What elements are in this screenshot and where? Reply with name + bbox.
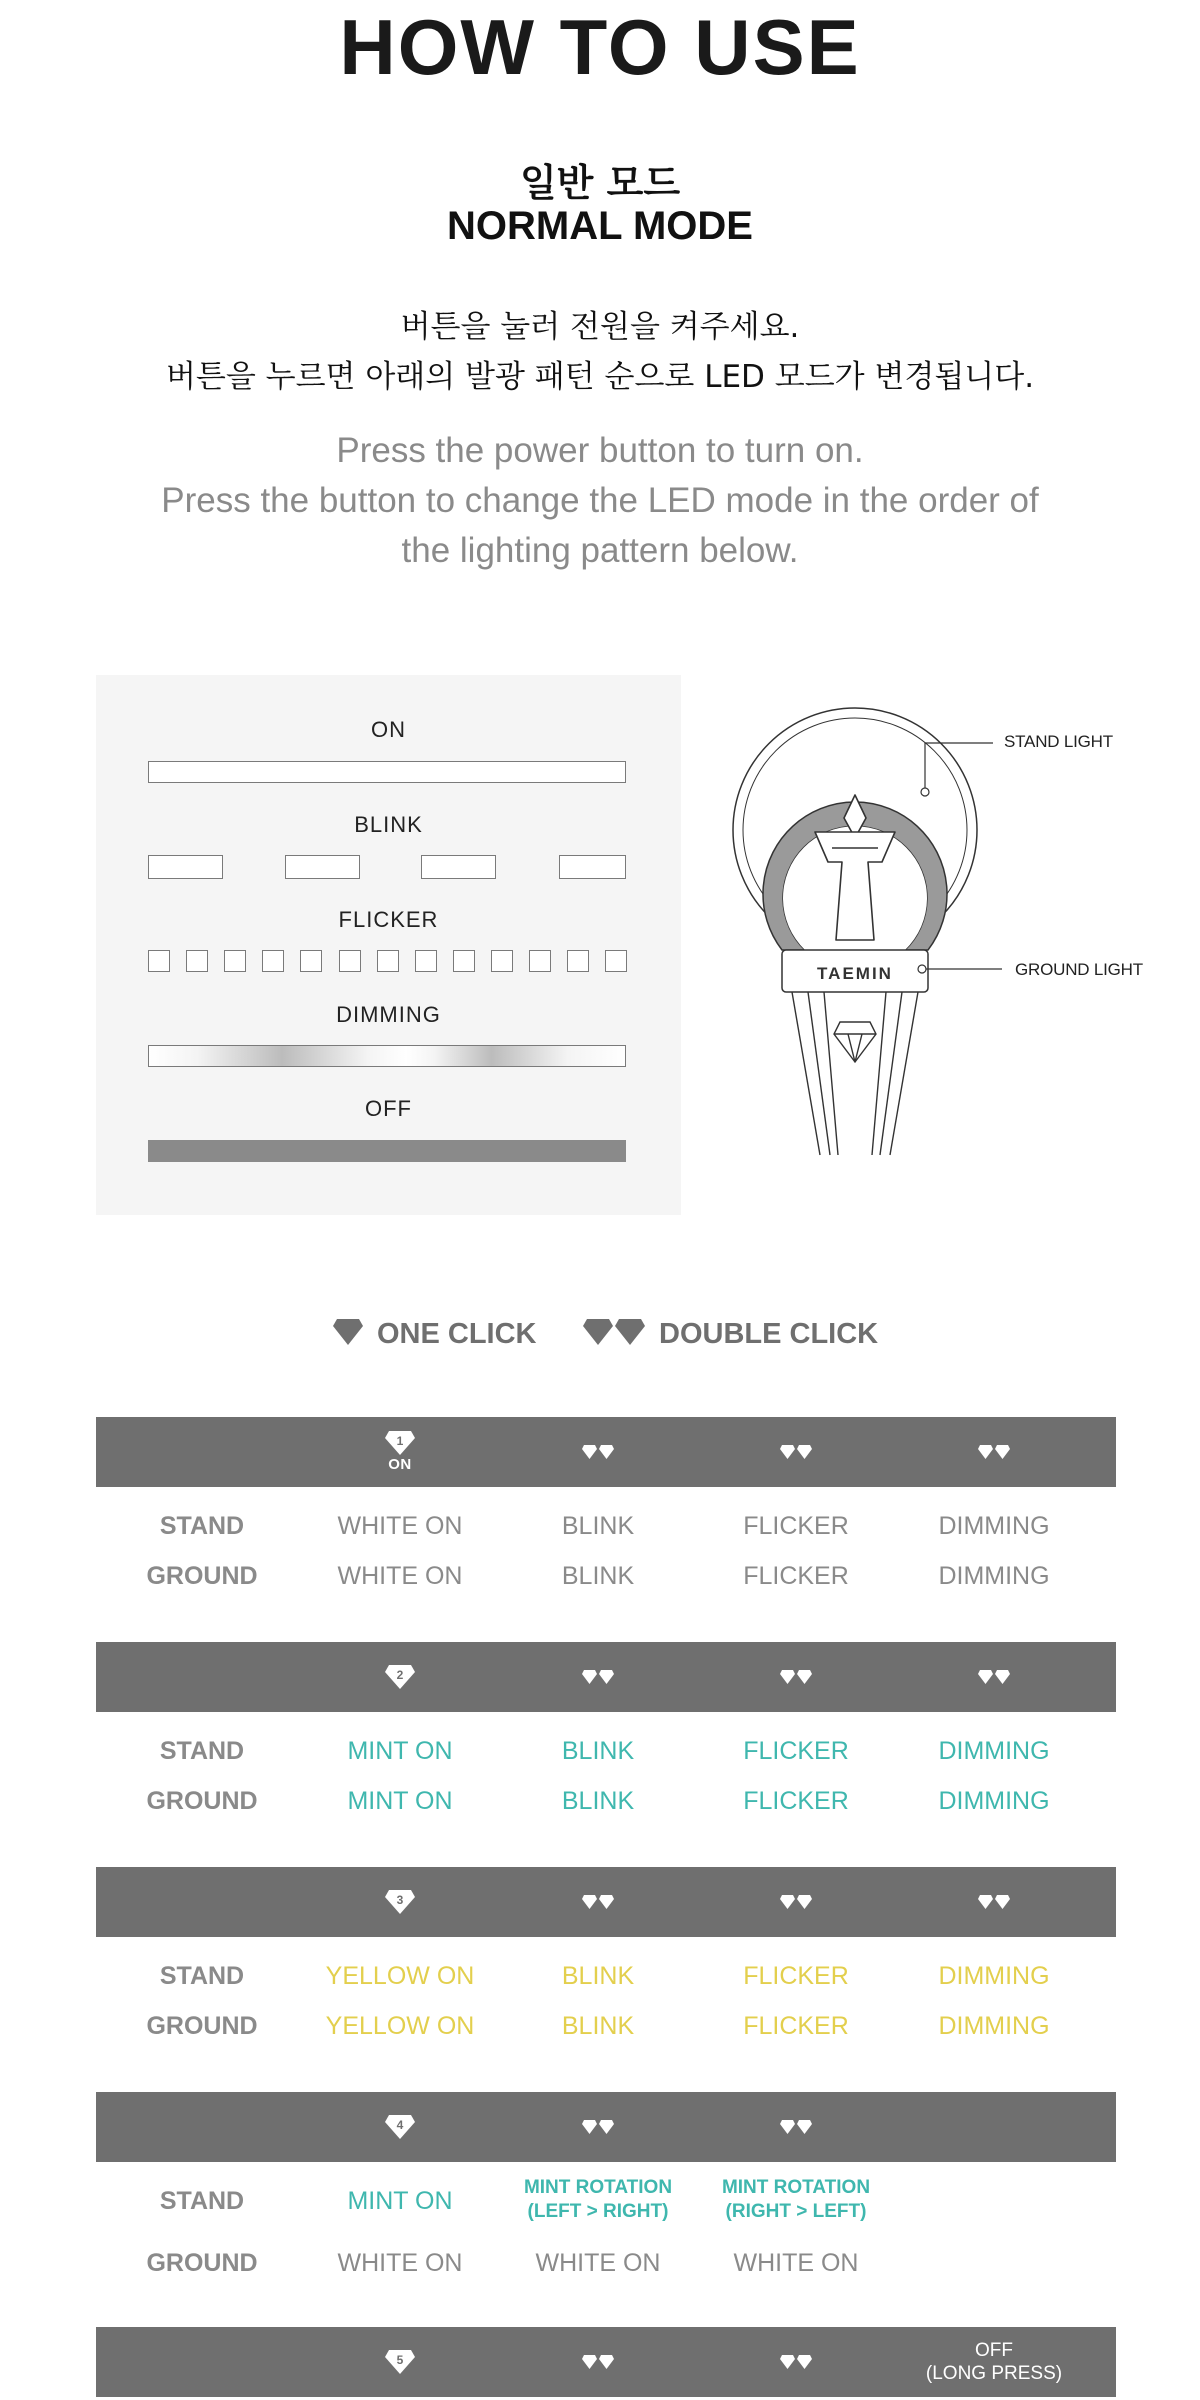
cell-line-sub: (LEFT > RIGHT) — [527, 2201, 669, 2222]
svg-text:4: 4 — [396, 2118, 404, 2132]
number-diamond-icon — [385, 2115, 415, 2139]
row-label-stand: STAND — [159, 2187, 245, 2215]
table-cell: FLICKER — [743, 1962, 849, 1990]
double-click-cell — [498, 1417, 698, 1487]
stand-light-label: STAND LIGHT — [1004, 732, 1113, 751]
step-number-cell — [300, 1642, 500, 1712]
description-en-line-1: Press the power button to turn on. — [336, 431, 864, 470]
double-click-icon — [582, 1895, 614, 1909]
cell-line: MINT ROTATION — [721, 2177, 871, 2198]
step-number-cell — [300, 2327, 500, 2397]
pattern-flicker-box — [377, 950, 399, 972]
table-cell: YELLOW ON — [325, 1962, 475, 1990]
table-1-header — [96, 1417, 1116, 1487]
pattern-flicker-box — [262, 950, 284, 972]
table-cell: WHITE ON — [337, 2249, 463, 2277]
cell-line: MINT ROTATION — [523, 2177, 673, 2198]
pattern-flicker-box — [453, 950, 475, 972]
row-label-stand: STAND — [159, 1512, 245, 1540]
lighting-pattern-panel — [96, 675, 681, 1215]
double-click-icon — [582, 2120, 614, 2134]
svg-text:3: 3 — [396, 1893, 404, 1907]
table-cell: FLICKER — [743, 1737, 849, 1765]
number-diamond-icon — [385, 2350, 415, 2374]
pattern-blink-box — [148, 855, 223, 879]
step-sub-label: ON — [388, 1456, 412, 1473]
table-cell: WHITE ON — [535, 2249, 661, 2277]
double-click-cell — [696, 1867, 896, 1937]
cell-line-sub: (RIGHT > LEFT) — [725, 2201, 867, 2222]
table-cell: BLINK — [561, 2012, 635, 2040]
step-number-cell — [300, 1867, 500, 1937]
pattern-flicker-box — [415, 950, 437, 972]
table-cell: WHITE ON — [733, 2249, 859, 2277]
double-click-icon — [780, 2355, 812, 2369]
pattern-label-on: ON — [371, 717, 406, 742]
table-cell: FLICKER — [743, 1562, 849, 1590]
pattern-flicker-box — [300, 950, 322, 972]
pattern-flicker-box — [529, 950, 551, 972]
one-click-diamond-icon — [333, 1319, 363, 1350]
pattern-on-bar — [148, 761, 626, 783]
row-label-ground: GROUND — [146, 2249, 258, 2277]
legend-double-click — [583, 1318, 878, 1351]
double-click-cell — [696, 2327, 896, 2397]
table-cell: FLICKER — [743, 2012, 849, 2040]
table-cell: BLINK — [561, 1737, 635, 1765]
double-click-diamond-icon — [583, 1319, 645, 1350]
double-click-cell — [696, 2092, 896, 2162]
description-en-line-2: Press the button to change the LED mode in the order of — [161, 481, 1039, 520]
double-click-cell — [498, 2092, 698, 2162]
number-diamond-icon — [385, 1665, 415, 1689]
ground-light-label: GROUND LIGHT — [1015, 960, 1143, 979]
table-cell: FLICKER — [743, 1787, 849, 1815]
pattern-blink-box — [285, 855, 360, 879]
double-click-cell — [498, 1867, 698, 1937]
lightstick-brand-text: TAEMIN — [817, 964, 893, 983]
pattern-flicker-box — [567, 950, 589, 972]
table-2-header — [96, 1642, 1116, 1712]
table-cell: MINT ON — [347, 1737, 453, 1765]
pattern-dimming-bar — [148, 1045, 626, 1067]
legend-one-click-label: ONE CLICK — [377, 1318, 537, 1350]
pattern-blink-box — [559, 855, 626, 879]
description-en-line-3: the lighting pattern below. — [401, 531, 799, 570]
off-long-press-cell — [894, 2327, 1094, 2397]
double-click-icon — [582, 1445, 614, 1459]
pattern-flicker-box — [605, 950, 627, 972]
mode-title-en: NORMAL MODE — [447, 204, 753, 248]
pattern-label-blink: BLINK — [354, 812, 423, 837]
table-cell: FLICKER — [743, 1512, 849, 1540]
row-label-ground: GROUND — [146, 1562, 258, 1590]
double-click-icon — [780, 1445, 812, 1459]
pattern-label-dimming: DIMMING — [336, 1002, 441, 1027]
lightstick-illustration — [720, 700, 1160, 1180]
table-cell: DIMMING — [938, 1737, 1050, 1765]
svg-text:2: 2 — [396, 1668, 404, 1682]
off-label: OFF — [975, 2340, 1013, 2361]
table-cell: DIMMING — [938, 1512, 1050, 1540]
double-click-icon — [582, 2355, 614, 2369]
legend-one-click — [333, 1318, 537, 1351]
mode-title-ko: 일반 모드 — [519, 161, 681, 205]
table-cell: YELLOW ON — [325, 2012, 475, 2040]
number-diamond-icon — [385, 1431, 415, 1455]
table-cell: DIMMING — [938, 1787, 1050, 1815]
double-click-icon — [780, 1895, 812, 1909]
double-click-icon — [978, 1895, 1010, 1909]
svg-text:1: 1 — [396, 1434, 404, 1448]
pattern-flicker-box — [148, 950, 170, 972]
table-cell: DIMMING — [938, 1962, 1050, 1990]
double-click-cell — [696, 1417, 896, 1487]
row-label-stand: STAND — [159, 1737, 245, 1765]
pattern-off-bar — [148, 1140, 626, 1162]
row-label-stand: STAND — [159, 1962, 245, 1990]
table-4-header — [96, 2092, 1116, 2162]
table-cell: MINT ON — [347, 2187, 453, 2215]
double-click-cell — [498, 2327, 698, 2397]
double-click-icon — [978, 1670, 1010, 1684]
table-cell — [498, 2176, 698, 2224]
page-title: HOW TO USE — [339, 3, 861, 91]
double-click-icon — [780, 2120, 812, 2134]
row-label-ground: GROUND — [146, 2012, 258, 2040]
pattern-flicker-box — [491, 950, 513, 972]
pattern-label-flicker: FLICKER — [338, 907, 439, 932]
step-number-cell — [300, 2092, 500, 2162]
description-ko-line-2: 버튼을 누르면 아래의 발광 패턴 순으로 LED 모드가 변경됩니다. — [165, 359, 1035, 395]
table-cell: DIMMING — [938, 1562, 1050, 1590]
description-ko-line-1: 버튼을 눌러 전원을 켜주세요. — [400, 309, 800, 345]
double-click-cell — [498, 1642, 698, 1712]
table-cell: MINT ON — [347, 1787, 453, 1815]
double-click-cell — [894, 1867, 1094, 1937]
table-cell: DIMMING — [938, 2012, 1050, 2040]
lightstick-handle — [792, 992, 918, 1155]
pattern-label-off: OFF — [365, 1096, 412, 1121]
table-cell: BLINK — [561, 1787, 635, 1815]
double-click-cell — [894, 1417, 1094, 1487]
table-cell: BLINK — [561, 1962, 635, 1990]
pattern-flicker-box — [339, 950, 361, 972]
legend-double-click-label: DOUBLE CLICK — [659, 1318, 879, 1350]
table-3-header — [96, 1867, 1116, 1937]
pattern-flicker-box — [224, 950, 246, 972]
long-press-label: (LONG PRESS) — [925, 2363, 1063, 2384]
table-cell: WHITE ON — [337, 1562, 463, 1590]
double-click-cell — [696, 1642, 896, 1712]
handle-diamond-icon — [834, 1022, 876, 1062]
number-diamond-icon — [385, 1890, 415, 1914]
table-5-header — [96, 2327, 1116, 2397]
double-click-icon — [978, 1445, 1010, 1459]
double-click-icon — [780, 1670, 812, 1684]
table-cell: WHITE ON — [337, 1512, 463, 1540]
table-cell: BLINK — [561, 1562, 635, 1590]
table-cell — [696, 2176, 896, 2224]
svg-text:5: 5 — [396, 2353, 404, 2367]
double-click-cell — [894, 1642, 1094, 1712]
step-number-cell — [300, 1417, 500, 1487]
table-cell: BLINK — [561, 1512, 635, 1540]
pattern-flicker-box — [186, 950, 208, 972]
row-label-ground: GROUND — [146, 1787, 258, 1815]
pattern-blink-box — [421, 855, 496, 879]
double-click-icon — [582, 1670, 614, 1684]
